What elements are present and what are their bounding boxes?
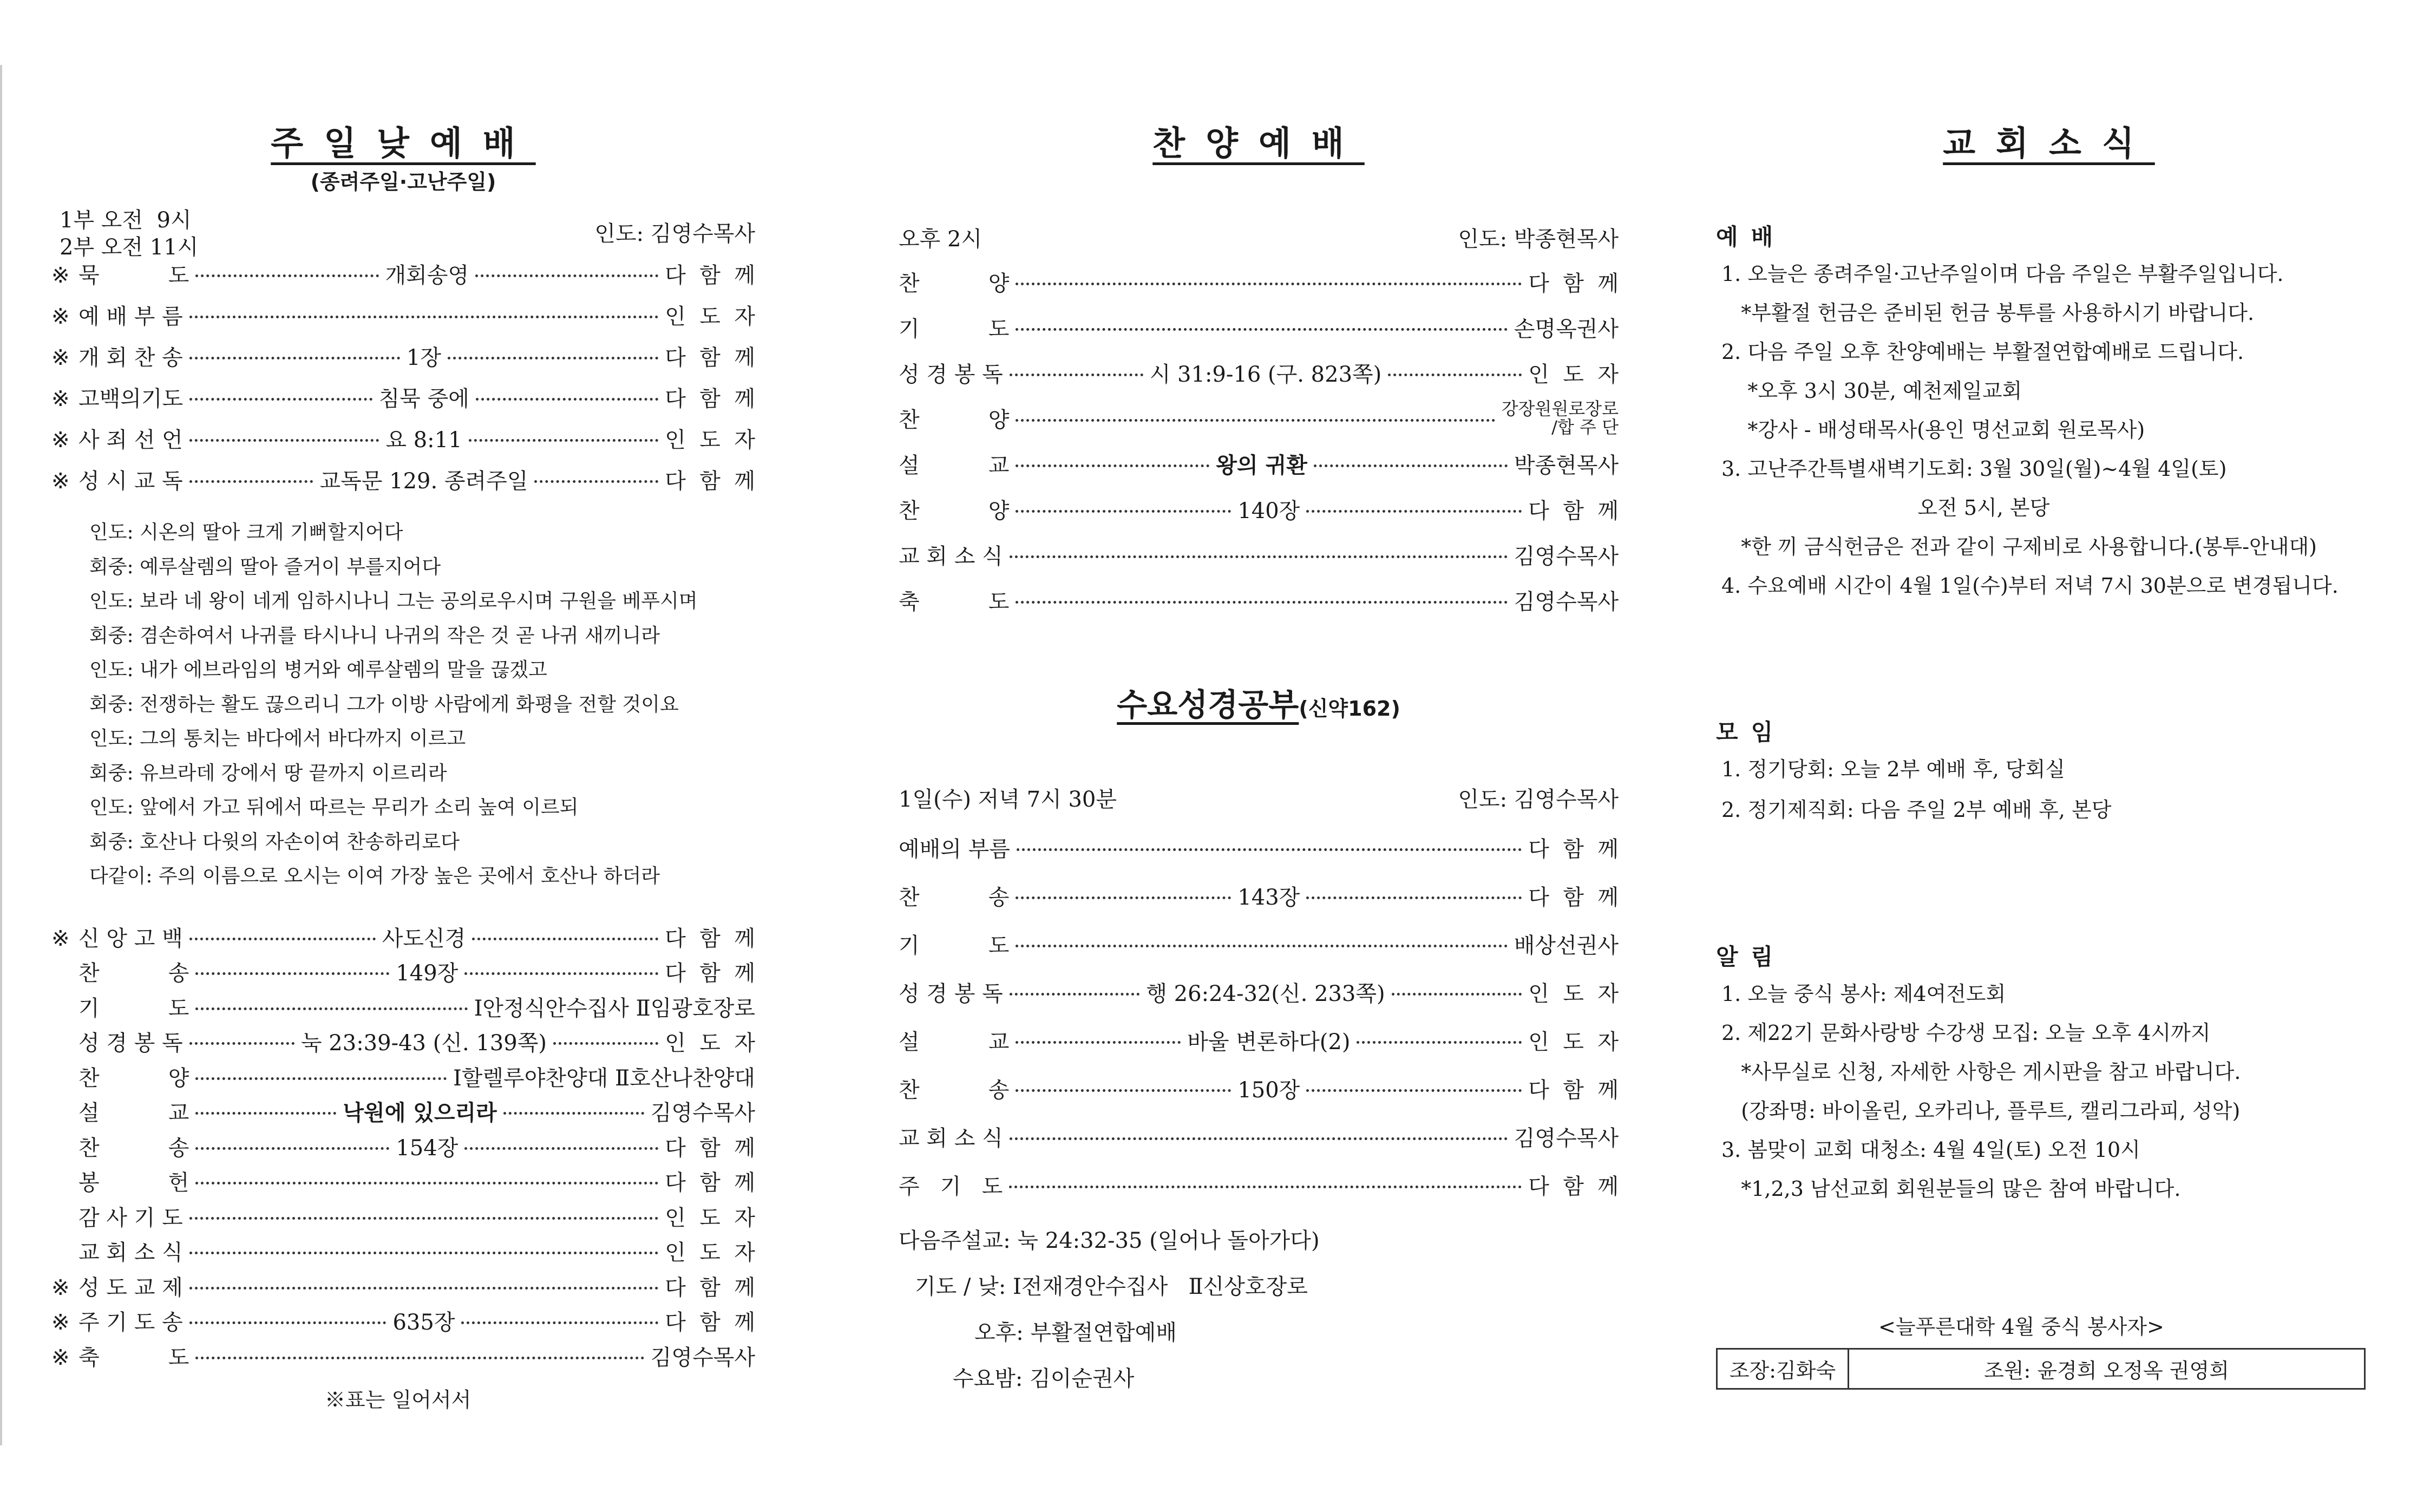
- responsive-line: 회중: 겸손하여서 나귀를 타시나니 나귀의 작은 것 곧 나귀 새끼니라: [89, 624, 660, 647]
- order-performer: 인 도 자: [1528, 1029, 1619, 1055]
- order-row: [899, 1120, 1619, 1153]
- order-label: [899, 1121, 1003, 1152]
- order-performer: 인 도 자: [665, 304, 755, 329]
- order-row: [51, 1095, 755, 1128]
- next-afternoon: 오후: 부활절연합예배: [974, 1320, 1177, 1345]
- order-label-text: 성 경 봉 독: [78, 1031, 183, 1056]
- order-detail: 개회송영: [385, 263, 469, 288]
- order-performer: 다 함 께: [665, 1170, 755, 1195]
- order-label-text: 찬 양: [899, 498, 1010, 523]
- standing-mark: ※: [51, 1310, 70, 1335]
- order-label: [899, 448, 1009, 479]
- next-prayer: 기도 / 낮: Ⅰ전재경안수집사 Ⅱ신상호장로: [915, 1274, 1308, 1299]
- order-label-text: 찬 송: [899, 885, 1010, 910]
- leader-dots: [503, 1112, 644, 1115]
- order-detail: 149장: [396, 961, 459, 986]
- order-label: [51, 1166, 189, 1196]
- order-label: [51, 1305, 183, 1336]
- leader-dots: [1357, 1041, 1522, 1044]
- responsive-line: 회중: 유브라데 강에서 땅 끝까지 이르리라: [89, 762, 447, 784]
- notice-heading: 알림: [1716, 944, 1786, 970]
- order-label-text: 신 앙 고 백: [78, 926, 183, 951]
- order-label: [51, 1340, 189, 1371]
- order-row: [51, 1235, 755, 1267]
- leader-dots: [464, 1147, 658, 1150]
- meeting-heading: 모임: [1716, 719, 1786, 745]
- order-performer: 김영수목사: [1514, 589, 1619, 614]
- order-detail: 요 8:11: [385, 427, 462, 453]
- order-label-text: 기 도: [899, 316, 1010, 342]
- order-label-text: 고백의기도: [78, 386, 184, 411]
- leader-dots: [476, 398, 658, 401]
- order-row: [51, 1200, 755, 1232]
- responsive-line: 인도: 앞에서 가고 뒤에서 따르는 무리가 소리 높여 이르되: [89, 796, 579, 819]
- order-performer: 다 함 께: [1528, 498, 1619, 523]
- worship-news-heading: 예배: [1716, 224, 1786, 250]
- standing-mark: ※: [51, 468, 70, 494]
- sunday-worship-column: [51, 0, 755, 1512]
- volunteer-members-cell: 조원: 윤경희 오정옥 권영희: [1849, 1349, 2365, 1389]
- order-row: [899, 927, 1619, 960]
- order-performer: 박종현목사: [1514, 453, 1619, 478]
- order-performer: 다 함 께: [1528, 271, 1619, 296]
- leader-dots: [553, 1042, 658, 1045]
- order-detail: 635장: [392, 1310, 455, 1335]
- wednesday-title-wrap: [899, 679, 1619, 725]
- leader-dots: [1314, 464, 1508, 467]
- order-label-text: 주 기 도: [899, 1174, 1003, 1199]
- order-label: [51, 1096, 189, 1127]
- next-sermon: 다음주설교: 눅 24:32-35 (일어나 돌아가다): [899, 1228, 1320, 1253]
- order-performer: 다 함 께: [665, 1135, 755, 1161]
- order-label: [51, 1201, 183, 1232]
- order-performer: Ⅰ안정식안수집사 Ⅱ임광호장로: [474, 996, 755, 1021]
- order-row: [51, 257, 755, 290]
- page-edge-line: [0, 65, 2, 1445]
- leader-dots: [195, 1112, 336, 1115]
- order-label: [899, 880, 1009, 911]
- responsive-line: 인도: 시온의 딸아 크게 기뻐할지어다: [89, 521, 403, 544]
- order-label-text: 묵 도: [78, 263, 189, 288]
- leader-dots: [195, 1357, 644, 1359]
- order-performer: 다 함 께: [665, 386, 756, 411]
- church-news-title: 교회소식: [1943, 123, 2155, 163]
- standing-mark: ※: [51, 427, 70, 453]
- standing-mark: ※: [51, 304, 70, 329]
- order-label-text: 예배의 부름: [899, 836, 1010, 862]
- order-label: [51, 258, 189, 289]
- order-label: [899, 357, 1003, 388]
- order-row: [51, 1165, 755, 1197]
- order-performer: 인 도 자: [665, 427, 755, 453]
- order-performer: 김영수목사: [650, 1345, 755, 1370]
- leader-dots: [189, 938, 376, 940]
- order-row: [899, 356, 1619, 389]
- order-row: [51, 463, 755, 495]
- leader-dots: [1016, 510, 1231, 513]
- order-row: [51, 422, 755, 454]
- order-performer: 다 함 께: [665, 345, 755, 370]
- order-label: [51, 464, 183, 495]
- news-line: (강좌명: 바이올린, 오카리나, 플루트, 캘리그라피, 성악): [1721, 1099, 2241, 1123]
- order-row: [899, 879, 1619, 912]
- order-label: [51, 1271, 183, 1301]
- leader-dots: [1016, 328, 1507, 331]
- order-row: [899, 1072, 1619, 1104]
- wednesday-time: 1일(수) 저녁 7시 30분: [899, 787, 1117, 812]
- news-line: 4. 수요예배 시간이 4월 1일(수)부터 저녁 7시 30분으로 변경됩니다.: [1721, 574, 2339, 598]
- leader-dots: [1306, 510, 1522, 513]
- standing-mark: ※: [51, 345, 70, 370]
- leader-dots: [189, 1321, 387, 1324]
- order-label-text: 예 배 부 름: [78, 304, 183, 329]
- order-detail: 낙원에 있으리라: [343, 1101, 497, 1125]
- leader-dots: [1010, 374, 1143, 376]
- responsive-line: 회중: 호산나 다윗의 자손이여 찬송하리로다: [89, 830, 460, 853]
- order-row: [51, 381, 755, 413]
- order-performer: 배상선권사: [1514, 933, 1619, 958]
- order-label: [51, 956, 189, 987]
- leader-dots: [1010, 993, 1140, 996]
- volunteer-leader-cell: 조장:김화숙: [1717, 1349, 1849, 1389]
- order-row: [899, 976, 1619, 1008]
- order-label: [899, 312, 1009, 343]
- leader-dots: [189, 439, 379, 442]
- order-label-text: 사 죄 선 언: [78, 427, 183, 453]
- service-time-1: 1부 오전 9시: [60, 208, 192, 233]
- order-row: [899, 311, 1619, 343]
- order-label: [51, 1131, 189, 1162]
- order-row: [899, 1024, 1619, 1056]
- order-performer: 다 함 께: [665, 1310, 755, 1335]
- leader-dots: [1306, 896, 1522, 899]
- order-detail: 왕의 귀환: [1216, 453, 1307, 478]
- order-detail: 154장: [396, 1135, 459, 1161]
- praise-worship-column: [899, 0, 1619, 1512]
- leader-dots: [189, 1287, 659, 1290]
- order-label: [899, 494, 1009, 525]
- praise-worship-title: 찬양예배: [1152, 123, 1365, 163]
- standing-mark: ※: [51, 926, 70, 951]
- news-line: 1. 오늘은 종려주일·고난주일이며 다음 주일은 부활주일입니다.: [1721, 262, 2284, 286]
- order-label-text: 설 교: [899, 453, 1010, 478]
- order-performer: 다 함 께: [665, 926, 755, 951]
- order-label: [51, 423, 183, 454]
- order-label: [51, 1026, 183, 1057]
- order-label-text: 교 회 소 식: [899, 544, 1003, 569]
- order-label-text: 감 사 기 도: [78, 1205, 183, 1230]
- leader-dots: [1016, 464, 1209, 467]
- order-label-text: 교 회 소 식: [78, 1240, 183, 1265]
- leader-dots: [195, 972, 389, 975]
- order-label: [51, 299, 183, 330]
- order-detail: 교독문 129. 종려주일: [319, 468, 528, 494]
- leader-dots: [1388, 374, 1522, 376]
- order-label-text: 성 도 교 제: [78, 1275, 183, 1300]
- responsive-line: 인도: 내가 에브라임의 병거와 예루살렘의 말을 끊겠고: [89, 659, 547, 681]
- order-label: [899, 403, 1009, 434]
- order-row: [51, 990, 755, 1023]
- order-performer: 인 도 자: [665, 1031, 755, 1056]
- leader-dots: [1016, 896, 1231, 899]
- leader-dots: [448, 357, 658, 359]
- sunday-worship-subtitle: (종려주일·고난주일): [310, 170, 496, 194]
- leader-dots: [1016, 419, 1495, 422]
- leader-dots: [195, 1077, 447, 1080]
- order-label-text: 설 교: [899, 1029, 1010, 1055]
- leader-dots: [189, 1217, 659, 1220]
- leader-dots: [189, 1042, 294, 1045]
- order-label-text: 축 도: [78, 1345, 189, 1370]
- order-label-text: 성 경 봉 독: [899, 981, 1003, 1006]
- order-performer: 다 함 께: [665, 263, 755, 288]
- news-line: 오전 5시, 본당: [1721, 496, 2050, 520]
- leader-dots: [1016, 945, 1507, 947]
- order-performer: 인 도 자: [1528, 981, 1619, 1006]
- order-detail: 행 26:24-32(신. 233쪽): [1146, 981, 1385, 1006]
- volunteer-table: [1716, 1348, 2366, 1390]
- order-label-text: 축 도: [899, 589, 1010, 614]
- news-line: *1,2,3 남선교회 회원분들의 많은 참여 바랍니다.: [1721, 1177, 2181, 1201]
- leader-dots: [1306, 1089, 1522, 1092]
- order-label-text: 주 기 도 송: [78, 1310, 183, 1335]
- order-detail: 바울 변론하다(2): [1187, 1029, 1351, 1055]
- order-detail: 1장: [406, 345, 442, 370]
- news-line: *사무실로 신청, 자세한 사항은 게시판을 참고 바랍니다.: [1721, 1060, 2241, 1084]
- leader-dots: [475, 274, 658, 277]
- leader-dots: [189, 1252, 659, 1254]
- order-label: [899, 832, 1010, 863]
- leader-dots: [1010, 1137, 1508, 1140]
- news-line: *강사 - 배성태목사(용인 명선교회 원로목사): [1721, 418, 2145, 442]
- volunteer-row: [1717, 1349, 2365, 1389]
- news-line: 3. 봄맞이 교회 대청소: 4월 4일(토) 오전 10시: [1721, 1138, 2140, 1162]
- leader-dots: [189, 357, 400, 359]
- order-detail: 140장: [1237, 498, 1300, 523]
- order-row: [899, 1168, 1619, 1201]
- standing-mark: ※: [51, 1345, 70, 1370]
- order-row: [51, 1269, 755, 1302]
- news-line: 1. 오늘 중식 봉사: 제4여전도회: [1721, 982, 2006, 1006]
- standing-note: ※표는 일어서서: [325, 1388, 471, 1412]
- order-performer: 다 함 께: [1528, 1077, 1619, 1103]
- order-label: [51, 991, 189, 1022]
- responsive-line: 회중: 전쟁하는 활도 끊으리니 그가 이방 사람에게 화평을 전할 것이요: [89, 693, 679, 716]
- leader-dots: [1016, 1041, 1181, 1044]
- leader-dots: [189, 480, 313, 483]
- order-label-text: 찬 양: [78, 1065, 189, 1091]
- leader-dots: [1017, 848, 1522, 851]
- order-detail: 사도신경: [382, 926, 466, 951]
- service-time-2: 2부 오전 11시: [60, 235, 199, 260]
- standing-mark: ※: [51, 1275, 70, 1300]
- order-label-text: 기 도: [78, 996, 189, 1021]
- wednesday-title-suffix: (신약162): [1299, 697, 1400, 721]
- news-line: 1. 정기당회: 오늘 2부 예배 후, 당회실: [1721, 757, 2065, 781]
- news-line: 2. 정기제직회: 다음 주일 2부 예배 후, 본당: [1721, 798, 2112, 822]
- order-performer: 손명옥권사: [1514, 316, 1619, 342]
- order-performer: 김영수목사: [650, 1101, 756, 1125]
- order-row: [899, 447, 1619, 480]
- order-label-text: 찬 송: [78, 961, 189, 986]
- order-detail: 시 31:9-16 (구. 823쪽): [1149, 362, 1382, 387]
- standing-mark: ※: [51, 263, 70, 288]
- order-label-text: 봉 헌: [78, 1170, 189, 1195]
- leader-dots: [195, 1007, 467, 1010]
- sunday-worship-title: 주일낮예배: [271, 123, 536, 163]
- order-label-text: 찬 송: [78, 1135, 189, 1161]
- church-news-column: [1716, 0, 2382, 1512]
- leader-dots: [195, 274, 378, 277]
- order-label-text: 찬 양: [899, 407, 1010, 433]
- volunteer-caption: <늘푸른대학 4월 중식 봉사자>: [1878, 1315, 2164, 1339]
- order-row: [51, 298, 755, 331]
- order-detail: 150장: [1237, 1077, 1300, 1103]
- order-row: [899, 538, 1619, 571]
- order-performer: 김영수목사: [1514, 1125, 1619, 1151]
- order-row: [899, 398, 1619, 437]
- news-line: 2. 다음 주일 오후 찬양예배는 부활절연합예배로 드립니다.: [1721, 340, 2244, 364]
- order-performer: 인 도 자: [665, 1240, 755, 1265]
- leader-dots: [1016, 1089, 1231, 1092]
- order-label: [899, 1073, 1009, 1104]
- order-label: [51, 921, 183, 952]
- praise-time: 오후 2시: [899, 227, 983, 252]
- order-detail: 침묵 중에: [378, 386, 469, 411]
- order-label-text: 성 경 봉 독: [899, 362, 1003, 387]
- order-row: [899, 265, 1619, 298]
- order-label: [899, 977, 1003, 1007]
- order-performer: 다 함 께: [1528, 836, 1619, 862]
- order-label: [51, 341, 183, 371]
- leader-dots: [461, 1321, 658, 1324]
- leader-dots: [469, 439, 659, 442]
- sunday-leader: 인도: 김영수목사: [594, 221, 755, 246]
- leader-dots: [189, 316, 659, 318]
- responsive-line: 회중: 예루살렘의 딸아 즐거이 부를지어다: [89, 555, 441, 578]
- standing-mark: ※: [51, 386, 70, 411]
- leader-dots: [464, 972, 658, 975]
- leader-dots: [1010, 555, 1508, 558]
- order-row: [899, 493, 1619, 525]
- order-label: [899, 266, 1009, 297]
- wednesday-title: 수요성경공부: [1117, 686, 1299, 723]
- wednesday-leader: 인도: 김영수목사: [1458, 787, 1619, 812]
- leader-dots: [1009, 1186, 1522, 1188]
- leader-dots: [195, 1147, 389, 1150]
- next-wednesday: 수요밤: 김이순권사: [953, 1366, 1135, 1391]
- leader-dots: [1392, 993, 1522, 996]
- leader-dots: [1016, 283, 1522, 285]
- responsive-line: 인도: 보라 네 왕이 네게 임하시나니 그는 공의로우시며 구원을 베푸시며: [89, 590, 698, 612]
- praise-leader: 인도: 박종현목사: [1458, 227, 1619, 252]
- order-row: [51, 1305, 755, 1337]
- order-row: [899, 831, 1619, 863]
- order-detail: 143장: [1237, 885, 1300, 910]
- leader-dots: [472, 938, 658, 940]
- order-performer: 다 함 께: [1528, 1174, 1619, 1199]
- order-row: [51, 1130, 755, 1162]
- news-line: 3. 고난주간특별새벽기도회: 3월 30일(월)~4월 4일(토): [1721, 457, 2227, 481]
- news-line: *부활절 헌금은 준비된 헌금 봉투를 사용하시기 바랍니다.: [1721, 301, 2255, 325]
- order-performer: 김영수목사: [1514, 544, 1619, 569]
- order-label-text: 교 회 소 식: [899, 1125, 1003, 1151]
- order-label-text: 기 도: [899, 933, 1010, 958]
- order-label: [899, 928, 1009, 959]
- order-label: [899, 1025, 1009, 1056]
- leader-dots: [195, 1182, 658, 1184]
- order-label: [899, 539, 1003, 570]
- order-row: [51, 920, 755, 953]
- order-performer: 인 도 자: [665, 1205, 755, 1230]
- order-performer: 다 함 께: [665, 961, 755, 986]
- responsive-line: 인도: 그의 통치는 바다에서 바다까지 이르고: [89, 728, 466, 750]
- order-label-text: 개 회 찬 송: [78, 345, 183, 370]
- order-performer: 강장원원로장로 /합 주 단: [1501, 398, 1619, 437]
- order-performer: 다 함 께: [1528, 885, 1619, 910]
- order-label-text: 찬 송: [899, 1077, 1010, 1103]
- responsive-line: 다같이: 주의 이름으로 오시는 이여 가장 높은 곳에서 호산나 하더라: [89, 865, 660, 887]
- order-label: [899, 585, 1009, 616]
- order-label-text: 찬 양: [899, 271, 1010, 296]
- order-row: [51, 1060, 755, 1092]
- order-performer: 인 도 자: [1528, 362, 1619, 387]
- order-performer: Ⅰ할렐루야찬양대 Ⅱ호산나찬양대: [453, 1065, 755, 1091]
- order-performer: 다 함 께: [665, 468, 756, 494]
- order-row: [51, 1025, 755, 1058]
- leader-dots: [1016, 601, 1507, 604]
- order-row: [51, 955, 755, 988]
- order-detail: 눅 23:39-43 (신. 139쪽): [300, 1031, 547, 1056]
- order-label-text: 성 시 교 독: [78, 468, 183, 494]
- order-performer: 다 함 께: [665, 1275, 755, 1300]
- order-label: [899, 1169, 1003, 1200]
- news-line: *오후 3시 30분, 예천제일교회: [1721, 379, 2022, 403]
- news-line: *한 끼 금식헌금은 전과 같이 구제비로 사용합니다.(봉투-안내대): [1721, 535, 2317, 559]
- order-label: [51, 1061, 189, 1092]
- leader-dots: [534, 480, 658, 483]
- news-line: 2. 제22기 문화사랑방 수강생 모집: 오늘 오후 4시까지: [1721, 1021, 2211, 1045]
- leader-dots: [189, 398, 372, 401]
- order-row: [51, 339, 755, 372]
- order-row: [51, 1339, 755, 1372]
- order-label: [51, 1235, 183, 1266]
- order-row: [899, 584, 1619, 616]
- order-label-text: 설 교: [78, 1101, 189, 1125]
- order-label: [51, 382, 183, 413]
